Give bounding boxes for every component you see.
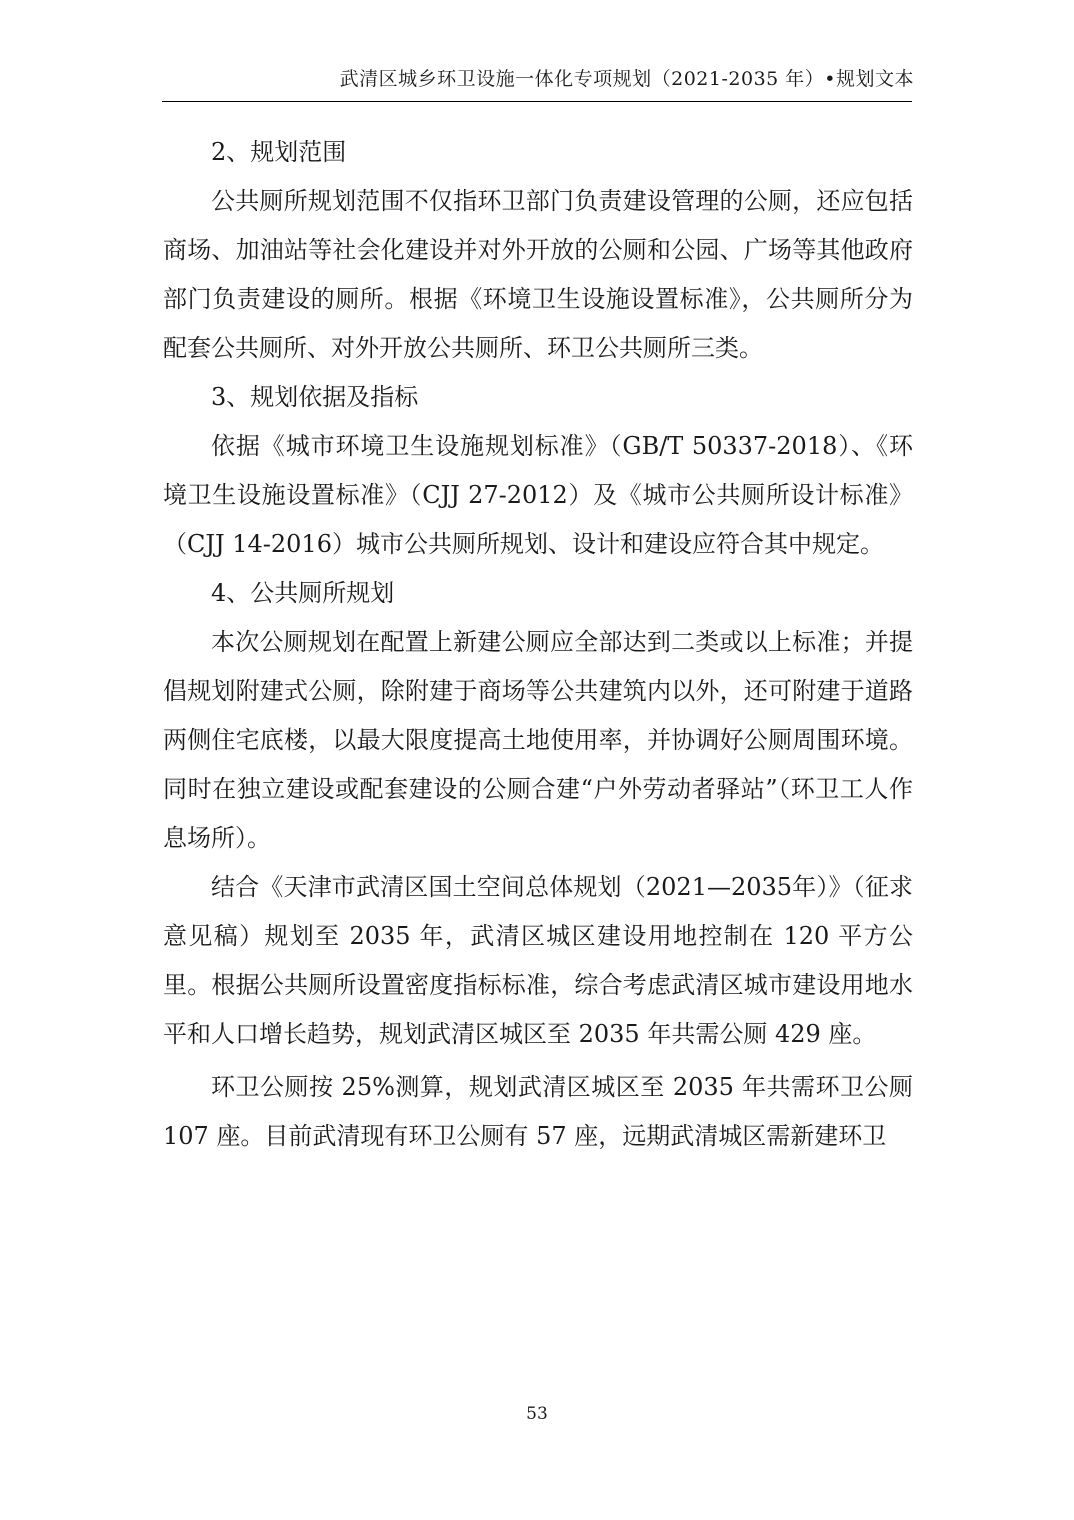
header-divider (162, 101, 912, 102)
page-number: 53 (526, 1404, 548, 1424)
paragraph-basis: 依据《城市环境卫生设施规划标准》（GB/T 50337-2018）、《环境卫生设施设置标准》（CJJ 27-2012）及《城市公共厕所设计标准》（CJJ 14-2016）城市公共厕所规划、设计和建设应符合其中规定。 (163, 432, 913, 558)
section-heading-scope: 2、规划范围 (211, 138, 347, 166)
section-heading-toilet-plan: 4、公共厕所规划 (211, 579, 395, 607)
paragraph-toilet-plan-2: 结合《天津市武清区国土空间总体规划（2021—2035年）》（征求意见稿）规划至 2035 年，武清区城区建设用地控制在 120 平方公里。根据公共厕所设置密度指标标准，综合考虑武清区城市建设用地水平和人口增长趋势，规划武清区城区至 2035 年共需公厕 429 座。 (163, 873, 913, 1048)
running-header: 武清区城乡环卫设施一体化专项规划（2021-2035 年）•规划文本 (339, 68, 914, 90)
paragraph-toilet-plan-1: 本次公厕规划在配置上新建公厕应全部达到二类或以上标准；并提倡规划附建式公厕，除附建于商场等公共建筑内以外，还可附建于道路两侧住宅底楼，以最大限度提高土地使用率，并协调好公厕周围环境。同时在独立建设或配套建设的公厕合建“户外劳动者驿站”（环卫工人作息场所）。 (163, 628, 913, 852)
page-body (163, 128, 913, 1161)
paragraph-scope: 公共厕所规划范围不仅指环卫部门负责建设管理的公厕，还应包括商场、加油站等社会化建设并对外开放的公厕和公园、广场等其他政府部门负责建设的厕所。根据《环境卫生设施设置标准》，公共厕所分为配套公共厕所、对外开放公共厕所、环卫公共厕所三类。 (163, 187, 913, 362)
section-heading-basis: 3、规划依据及指标 (211, 383, 419, 411)
paragraph-toilet-plan-3: 环卫公厕按 25%测算，规划武清区城区至 2035 年共需环卫公厕 107 座。目前武清现有环卫公厕有 57 座，远期武清城区需新建环卫 (163, 1073, 913, 1150)
